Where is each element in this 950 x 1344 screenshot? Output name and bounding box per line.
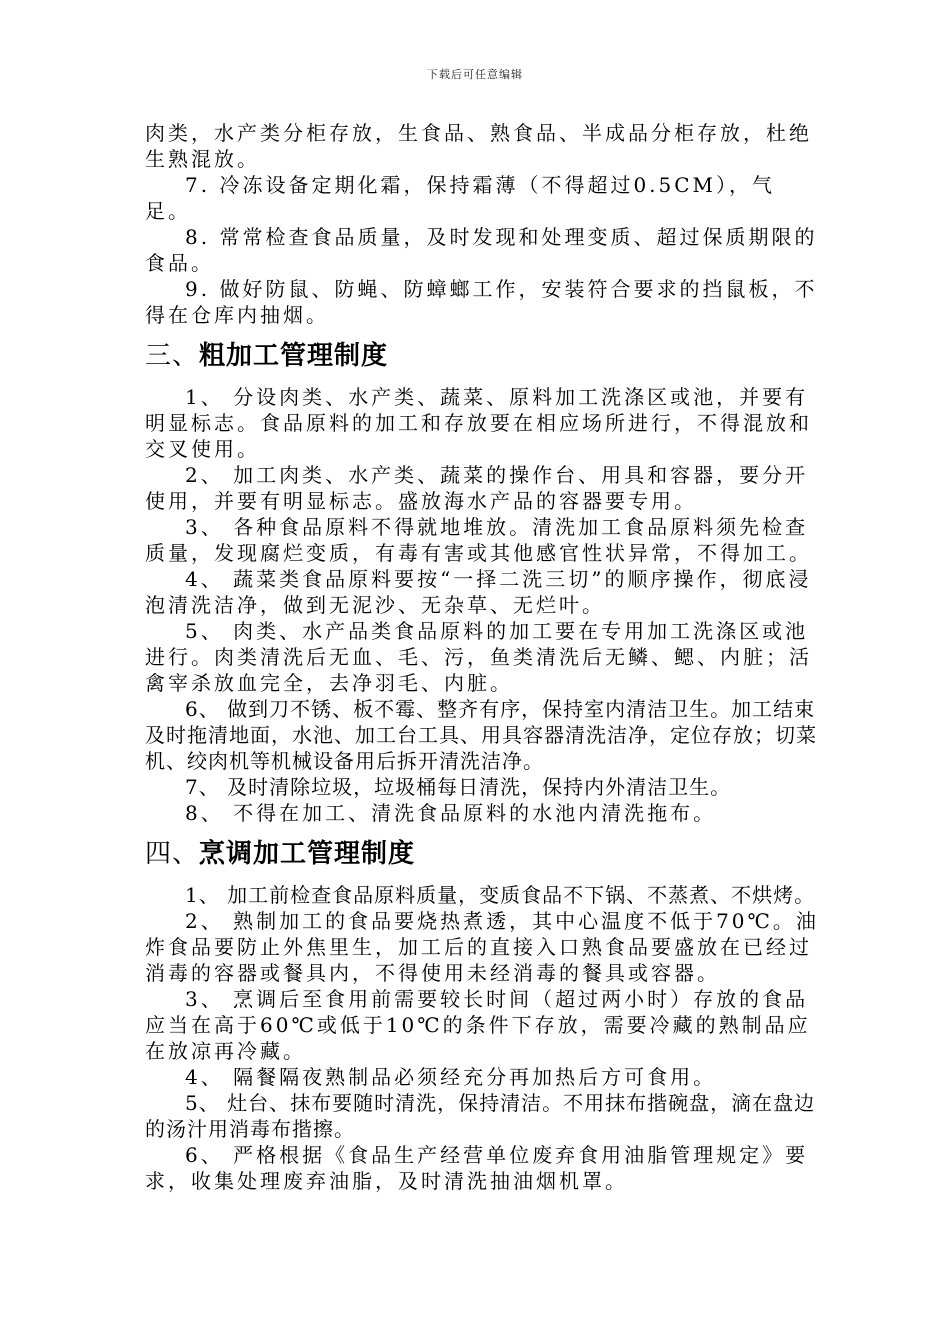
section-number: 四、 xyxy=(145,839,200,869)
list-item: 4、 蔬菜类食品原料要按“一择二洗三切”的顺序操作，彻底浸泡清洗洁净，做到无泥沙、无杂草、无烂叶。 xyxy=(145,567,812,617)
list-item: 5、 肉类、水产品类食品原料的加工要在专用加工洗涤区或池进行。肉类清洗后无血、毛、污，鱼类清洗后无鳞、鳃、内脏；活禽宰杀放血完全，去净羽毛、内脏。 xyxy=(145,619,812,695)
list-item: 2、 加工肉类、水产类、蔬菜的操作台、用具和容器，要分开使用，并要有明显标志。盛放海水产品的容器要专用。 xyxy=(145,463,809,513)
list-item: 3、 各种食品原料不得就地堆放。清洗加工食品原料须先检查质量，发现腐烂变质，有毒有害或其他感官性状异常，不得加工。 xyxy=(145,515,812,565)
list-item: 3、 烹调后至食用前需要较长时间（超过两小时）存放的食品应当在高于60℃或低于10℃的条件下存放，需要冷藏的熟制品应在放凉再冷藏。 xyxy=(145,987,811,1063)
list-item: 7、 及时清除垃圾，垃圾桶每日清洗，保持内外清洁卫生。 xyxy=(185,775,732,799)
list-item: 6、 严格根据《食品生产经营单位废弃食用油脂管理规定》要求，收集处理废弃油脂，及时清洗抽油烟机罩。 xyxy=(145,1143,809,1193)
list-item: 1、 分设肉类、水产类、蔬菜、原料加工洗涤区或池，并要有明显标志。食品原料的加工和存放要在相应场所进行，不得混放和交叉使用。 xyxy=(145,385,812,461)
section-heading xyxy=(145,332,820,380)
paragraph: 8. 常常检查食品质量，及时发现和处理变质、超过保质期限的食品。 xyxy=(145,225,818,275)
document-body xyxy=(145,120,820,1194)
section-title: 烹调加工管理制度 xyxy=(199,839,416,869)
paragraph: 肉类，水产类分柜存放，生食品、熟食品、半成品分柜存放，杜绝生熟混放。 xyxy=(145,121,812,171)
list-item: 5、 灶台、抹布要随时清洗，保持清洁。不用抹布揩碗盘，滴在盘边的汤汁用消毒布揩擦。 xyxy=(145,1091,816,1141)
list-item: 6、 做到刀不锈、板不霉、整齐有序，保持室内清洁卫生。加工结束及时拖清地面，水池、加工台工具、用具容器清洗洁净，定位存放；切菜机、绞肉机等机械设备用后拆开清洗洁净。 xyxy=(145,697,817,773)
list-item: 8、 不得在加工、清洗食品原料的水池内清洗拖布。 xyxy=(185,801,717,825)
list-item: 4、 隔餐隔夜熟制品必须经充分再加热后方可食用。 xyxy=(185,1065,717,1089)
list-item: 1、 加工前检查食品原料质量，变质食品不下锅、不蒸煮、不烘烤。 xyxy=(185,883,816,907)
paragraph: 7. 冷冻设备定期化霜，保持霜薄（不得超过0.5CM），气足。 xyxy=(145,173,776,223)
section-title: 粗加工管理制度 xyxy=(199,341,389,371)
section-number: 三、 xyxy=(145,341,200,371)
list-item: 2、 熟制加工的食品要烧热煮透，其中心温度不低于70℃。油炸食品要防止外焦里生，加工后的直接入口熟食品要盛放在已经过消毒的容器或餐具内，不得使用未经消毒的餐具或容器。 xyxy=(145,909,819,985)
paragraph: 9. 做好防鼠、防蝇、防蟑螂工作，安装符合要求的挡鼠板，不得在仓库内抽烟。 xyxy=(145,277,818,327)
page-header: 下载后可任意编辑 xyxy=(427,68,523,81)
section-heading xyxy=(145,830,820,878)
